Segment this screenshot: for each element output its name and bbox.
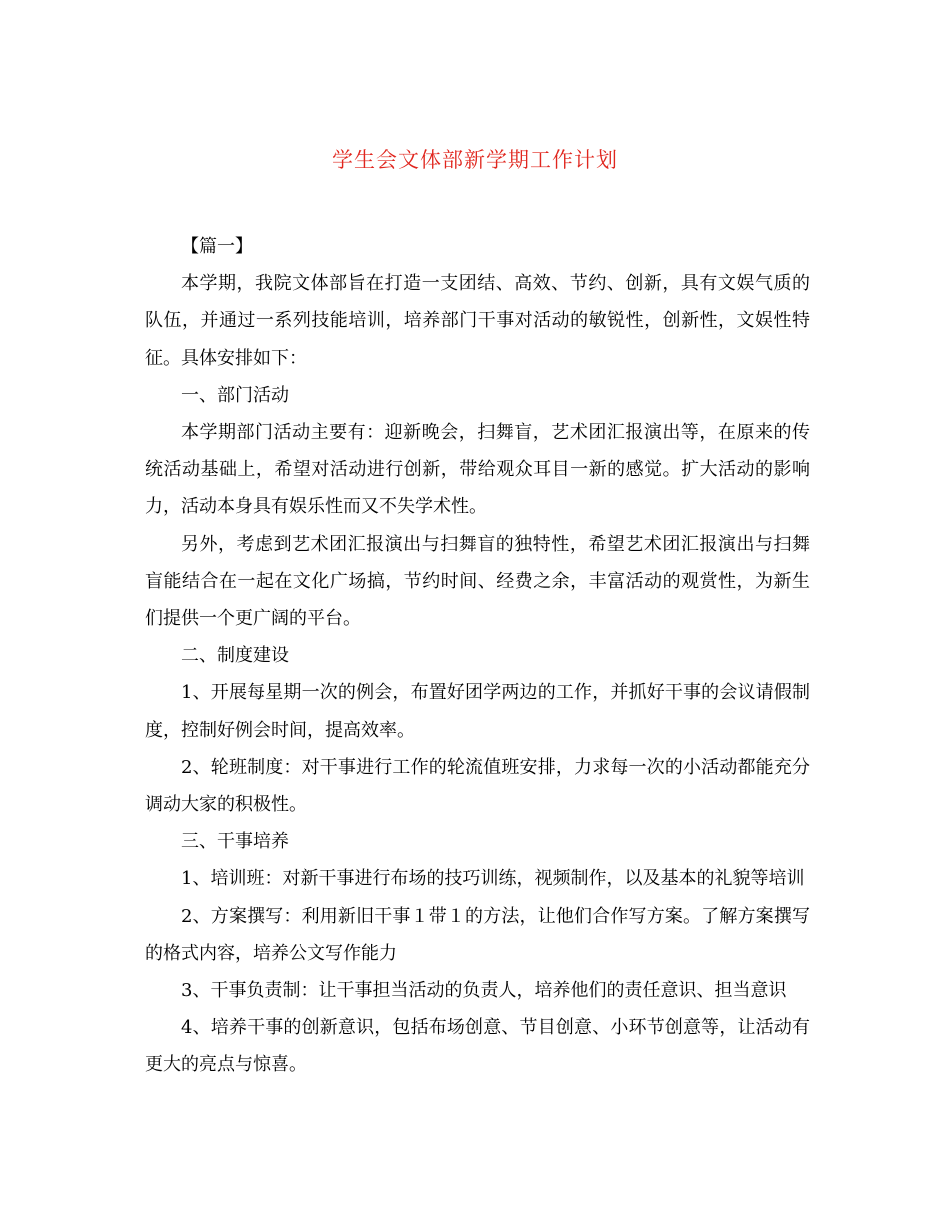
page-title: 学生会文体部新学期工作计划 [332, 148, 618, 172]
section-heading: 一、部门活动 [181, 384, 289, 406]
list-item: 2、方案撰写：利用新旧干事１带１的方法，让他们合作写方案。了解方案撰写的格式内容，培养公文写作能力 [145, 905, 810, 964]
paragraph: 本学期，我院文体部旨在打造一支团结、高效、节约、创新，具有文娱气质的队伍，并通过一系列技能培训，培养部门干事对活动的敏锐性，创新性，文娱性特征。具体安排如下： [145, 273, 810, 369]
section-label: 【篇一】 [181, 236, 253, 257]
section-heading: 二、制度建设 [181, 645, 289, 667]
list-item: 3、干事负责制：让干事担当活动的负责人，培养他们的责任意识、担当意识 [181, 980, 787, 1002]
document-body [145, 228, 810, 1084]
list-item: 1、培训班：对新干事进行布场的技巧训练，视频制作，以及基本的礼貌等培训 [181, 868, 805, 890]
section-heading: 三、干事培养 [181, 831, 289, 853]
list-item: 2、轮班制度：对干事进行工作的轮流值班安排，力求每一次的小活动都能充分调动大家的积极性。 [145, 756, 810, 816]
list-item: 4、培养干事的创新意识，包括布场创意、节目创意、小环节创意等，让活动有更大的亮点与惊喜。 [145, 1017, 810, 1076]
paragraph: 本学期部门活动主要有：迎新晚会，扫舞盲，艺术团汇报演出等，在原来的传统活动基础上，希望对活动进行创新，带给观众耳目一新的感觉。扩大活动的影响力，活动本身具有娱乐性而又不失学术性。 [145, 422, 810, 518]
list-item: 1、开展每星期一次的例会，布置好团学两边的工作，并抓好干事的会议请假制度，控制好例会时间，提高效率。 [145, 682, 810, 741]
paragraph: 另外，考虑到艺术团汇报演出与扫舞盲的独特性，希望艺术团汇报演出与扫舞盲能结合在一起在文化广场搞，节约时间、经费之余，丰富活动的观赏性，为新生们提供一个更广阔的平台。 [145, 533, 810, 630]
